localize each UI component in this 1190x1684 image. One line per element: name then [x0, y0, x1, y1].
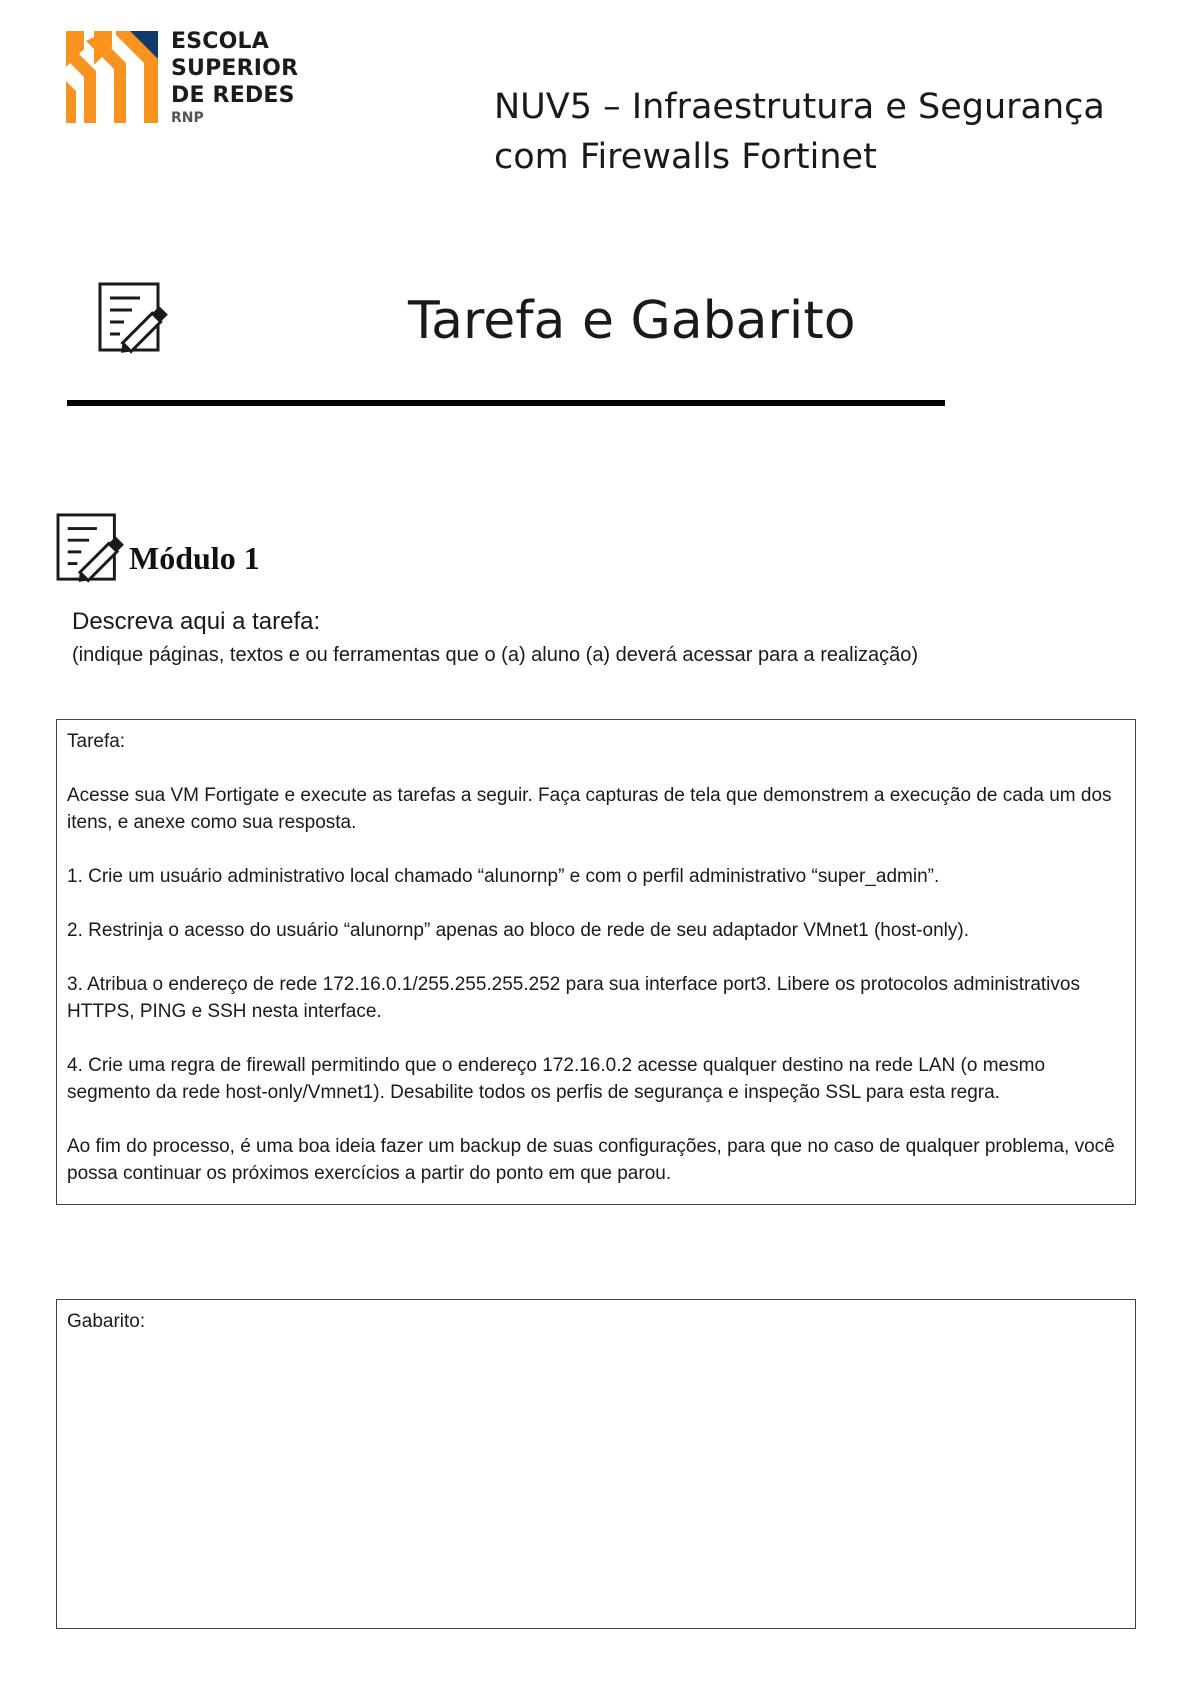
task-item-4: 4. Crie uma regra de firewall permitindo que o endereço 172.16.0.2 acesse qualquer destino na rede LAN (o mesmo segmento da rede host-only/Vmnet1). Desabilite todos os perfis de segurança e inspeção SSL para esta regra.: [67, 1055, 1046, 1103]
edit-document-icon: [98, 282, 174, 354]
course-title: [494, 82, 1144, 182]
description-heading: Descreva aqui a tarefa:: [72, 608, 321, 635]
logo-text: [171, 28, 298, 127]
task-closing: Ao fim do processo, é uma boa ideia fazer um backup de suas configurações, para que no caso de qualquer problema, você possa continuar os próximos exercícios a partir do ponto em que parou.: [67, 1136, 1115, 1184]
course-title-line-1: NUV5 – Infraestrutura e Segurança: [494, 87, 1105, 127]
description-subtext: (indique páginas, textos e ou ferramentas que o (a) aluno (a) deverá acessar para a realização): [72, 644, 919, 666]
esr-logo-icon: [66, 31, 158, 123]
task-box: [56, 719, 1136, 1205]
page-title: Tarefa e Gabarito: [408, 291, 856, 351]
answer-box[interactable]: [56, 1299, 1136, 1629]
logo-line-2: SUPERIOR: [171, 56, 299, 81]
logo-line-1: ESCOLA: [171, 29, 269, 54]
task-label: Tarefa:: [67, 731, 126, 752]
task-item-3: 3. Atribua o endereço de rede 172.16.0.1/255.255.255.252 para sua interface port3. Libere os protocolos administrativos HTTPS, PING e SSH nesta interface.: [67, 974, 1080, 1022]
logo-rnp: RNP: [171, 110, 204, 126]
logo-line-3: DE REDES: [171, 83, 295, 108]
task-item-1: 1. Crie um usuário administrativo local chamado “alunornp” e com o perfil administrativo “super_admin”.: [67, 866, 940, 887]
edit-document-icon: [56, 513, 130, 583]
task-item-2: 2. Restrinja o acesso do usuário “alunornp” apenas ao bloco de rede de seu adaptador VMnet1 (host-only).: [67, 920, 969, 941]
module-title: Módulo 1: [129, 540, 260, 576]
answer-label: Gabarito:: [67, 1311, 146, 1332]
task-intro: Acesse sua VM Fortigate e execute as tarefas a seguir. Faça capturas de tela que demonstrem a execução de cada um dos itens, e anexe como sua resposta.: [67, 785, 1112, 833]
course-title-line-2: com Firewalls Fortinet: [494, 137, 877, 177]
title-divider: [67, 400, 945, 406]
